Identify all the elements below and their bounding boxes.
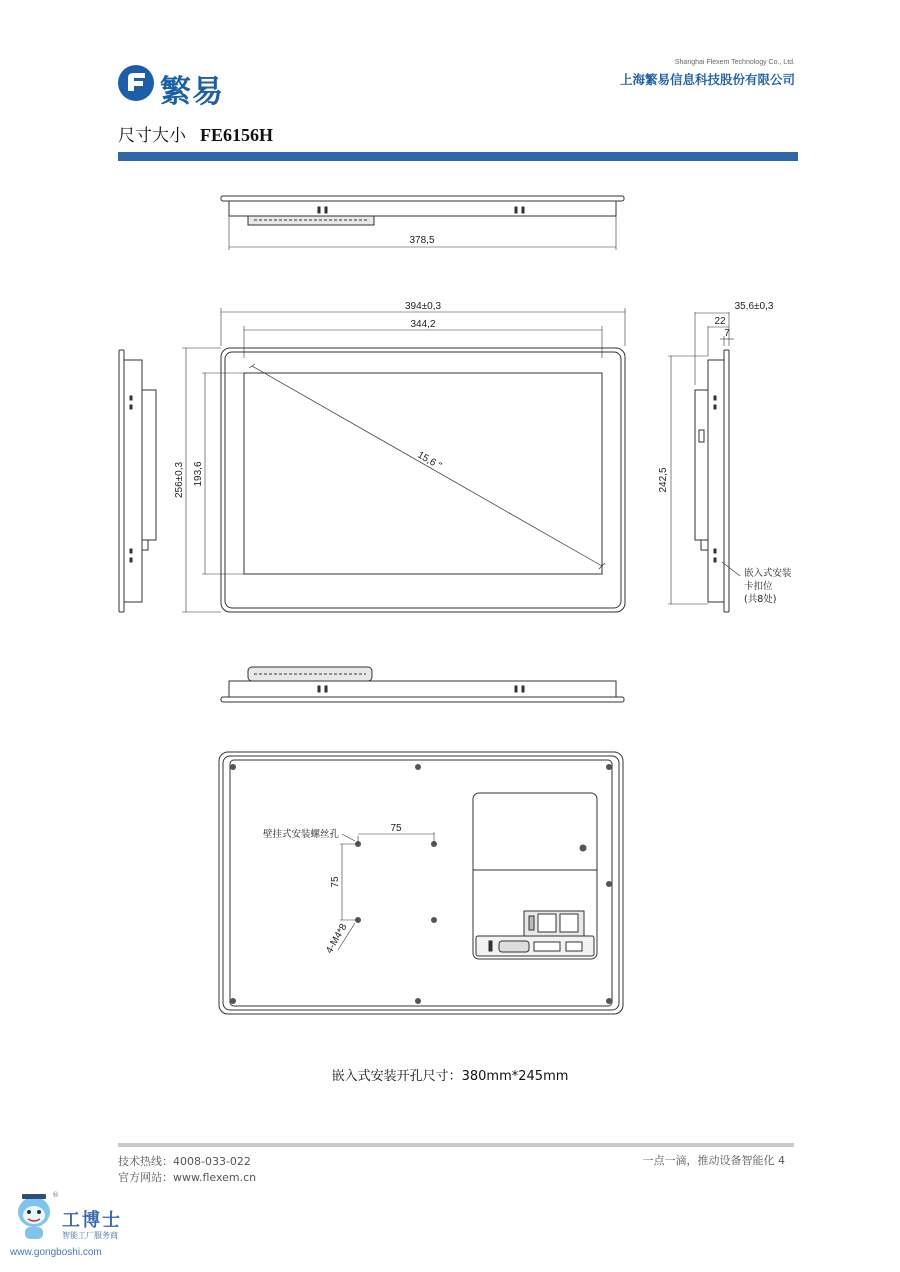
dim-side-height: 242,5 [658, 467, 669, 493]
website-text: 官方网站：www.flexem.cn [118, 1171, 257, 1184]
slogan-page-number: 一点一滴，推动设备智能化 4 [642, 1154, 785, 1167]
left-side-view [119, 350, 156, 612]
dim-diagonal: 15,6 " [415, 449, 444, 473]
company-name-en: Shanghai Flexem Technology Co., Ltd. [674, 59, 795, 66]
logo-text: 繁易 [160, 74, 224, 110]
clip-note-line3: (共8处) [744, 594, 777, 605]
dim-display-width: 344,2 [410, 319, 436, 330]
vesa-horizontal: 75 [390, 823, 402, 834]
watermark-subtitle: 智能工厂服务商 [62, 1231, 118, 1240]
watermark-name: 工博士 [62, 1210, 122, 1231]
wall-mount-note: 壁挂式安装螺丝孔 [263, 829, 340, 840]
model-number: FE6156H [200, 125, 274, 145]
dim-bezel: 7 [724, 328, 730, 339]
company-name-cn: 上海繁易信息科技股份有限公司 [619, 72, 795, 87]
front-dimension-lines [182, 308, 625, 612]
rear-view [219, 752, 623, 1014]
right-side-view [668, 312, 740, 612]
dim-outer-width: 394±0,3 [404, 301, 442, 312]
front-view [221, 348, 625, 612]
tech-hotline: 技术热线：4008-033-022 [118, 1155, 251, 1168]
dim-top-view-width: 378,5 [409, 235, 435, 246]
registered-mark: ® [52, 1191, 59, 1199]
dim-outer-height: 256±0,3 [174, 461, 185, 499]
title-text: 尺寸大小 [118, 126, 186, 146]
mascot-icon [10, 1192, 58, 1244]
cutout-size-text: 嵌入式安装开孔尺寸：380mm*245mm [331, 1069, 569, 1084]
bottom-view [221, 667, 624, 702]
dim-depth-inner: 22 [714, 316, 726, 327]
footer-divider [118, 1143, 794, 1147]
clip-note-line2: 卡扣位 [744, 581, 773, 592]
vesa-vertical: 75 [330, 876, 341, 888]
clip-note-line1: 嵌入式安装 [744, 568, 792, 579]
screw-spec: 4-M4*8 [324, 922, 350, 956]
dim-depth: 35,6±0,3 [734, 301, 774, 312]
watermark-url: www.gongboshi.com [10, 1247, 102, 1258]
dim-display-height: 193,6 [193, 461, 204, 487]
